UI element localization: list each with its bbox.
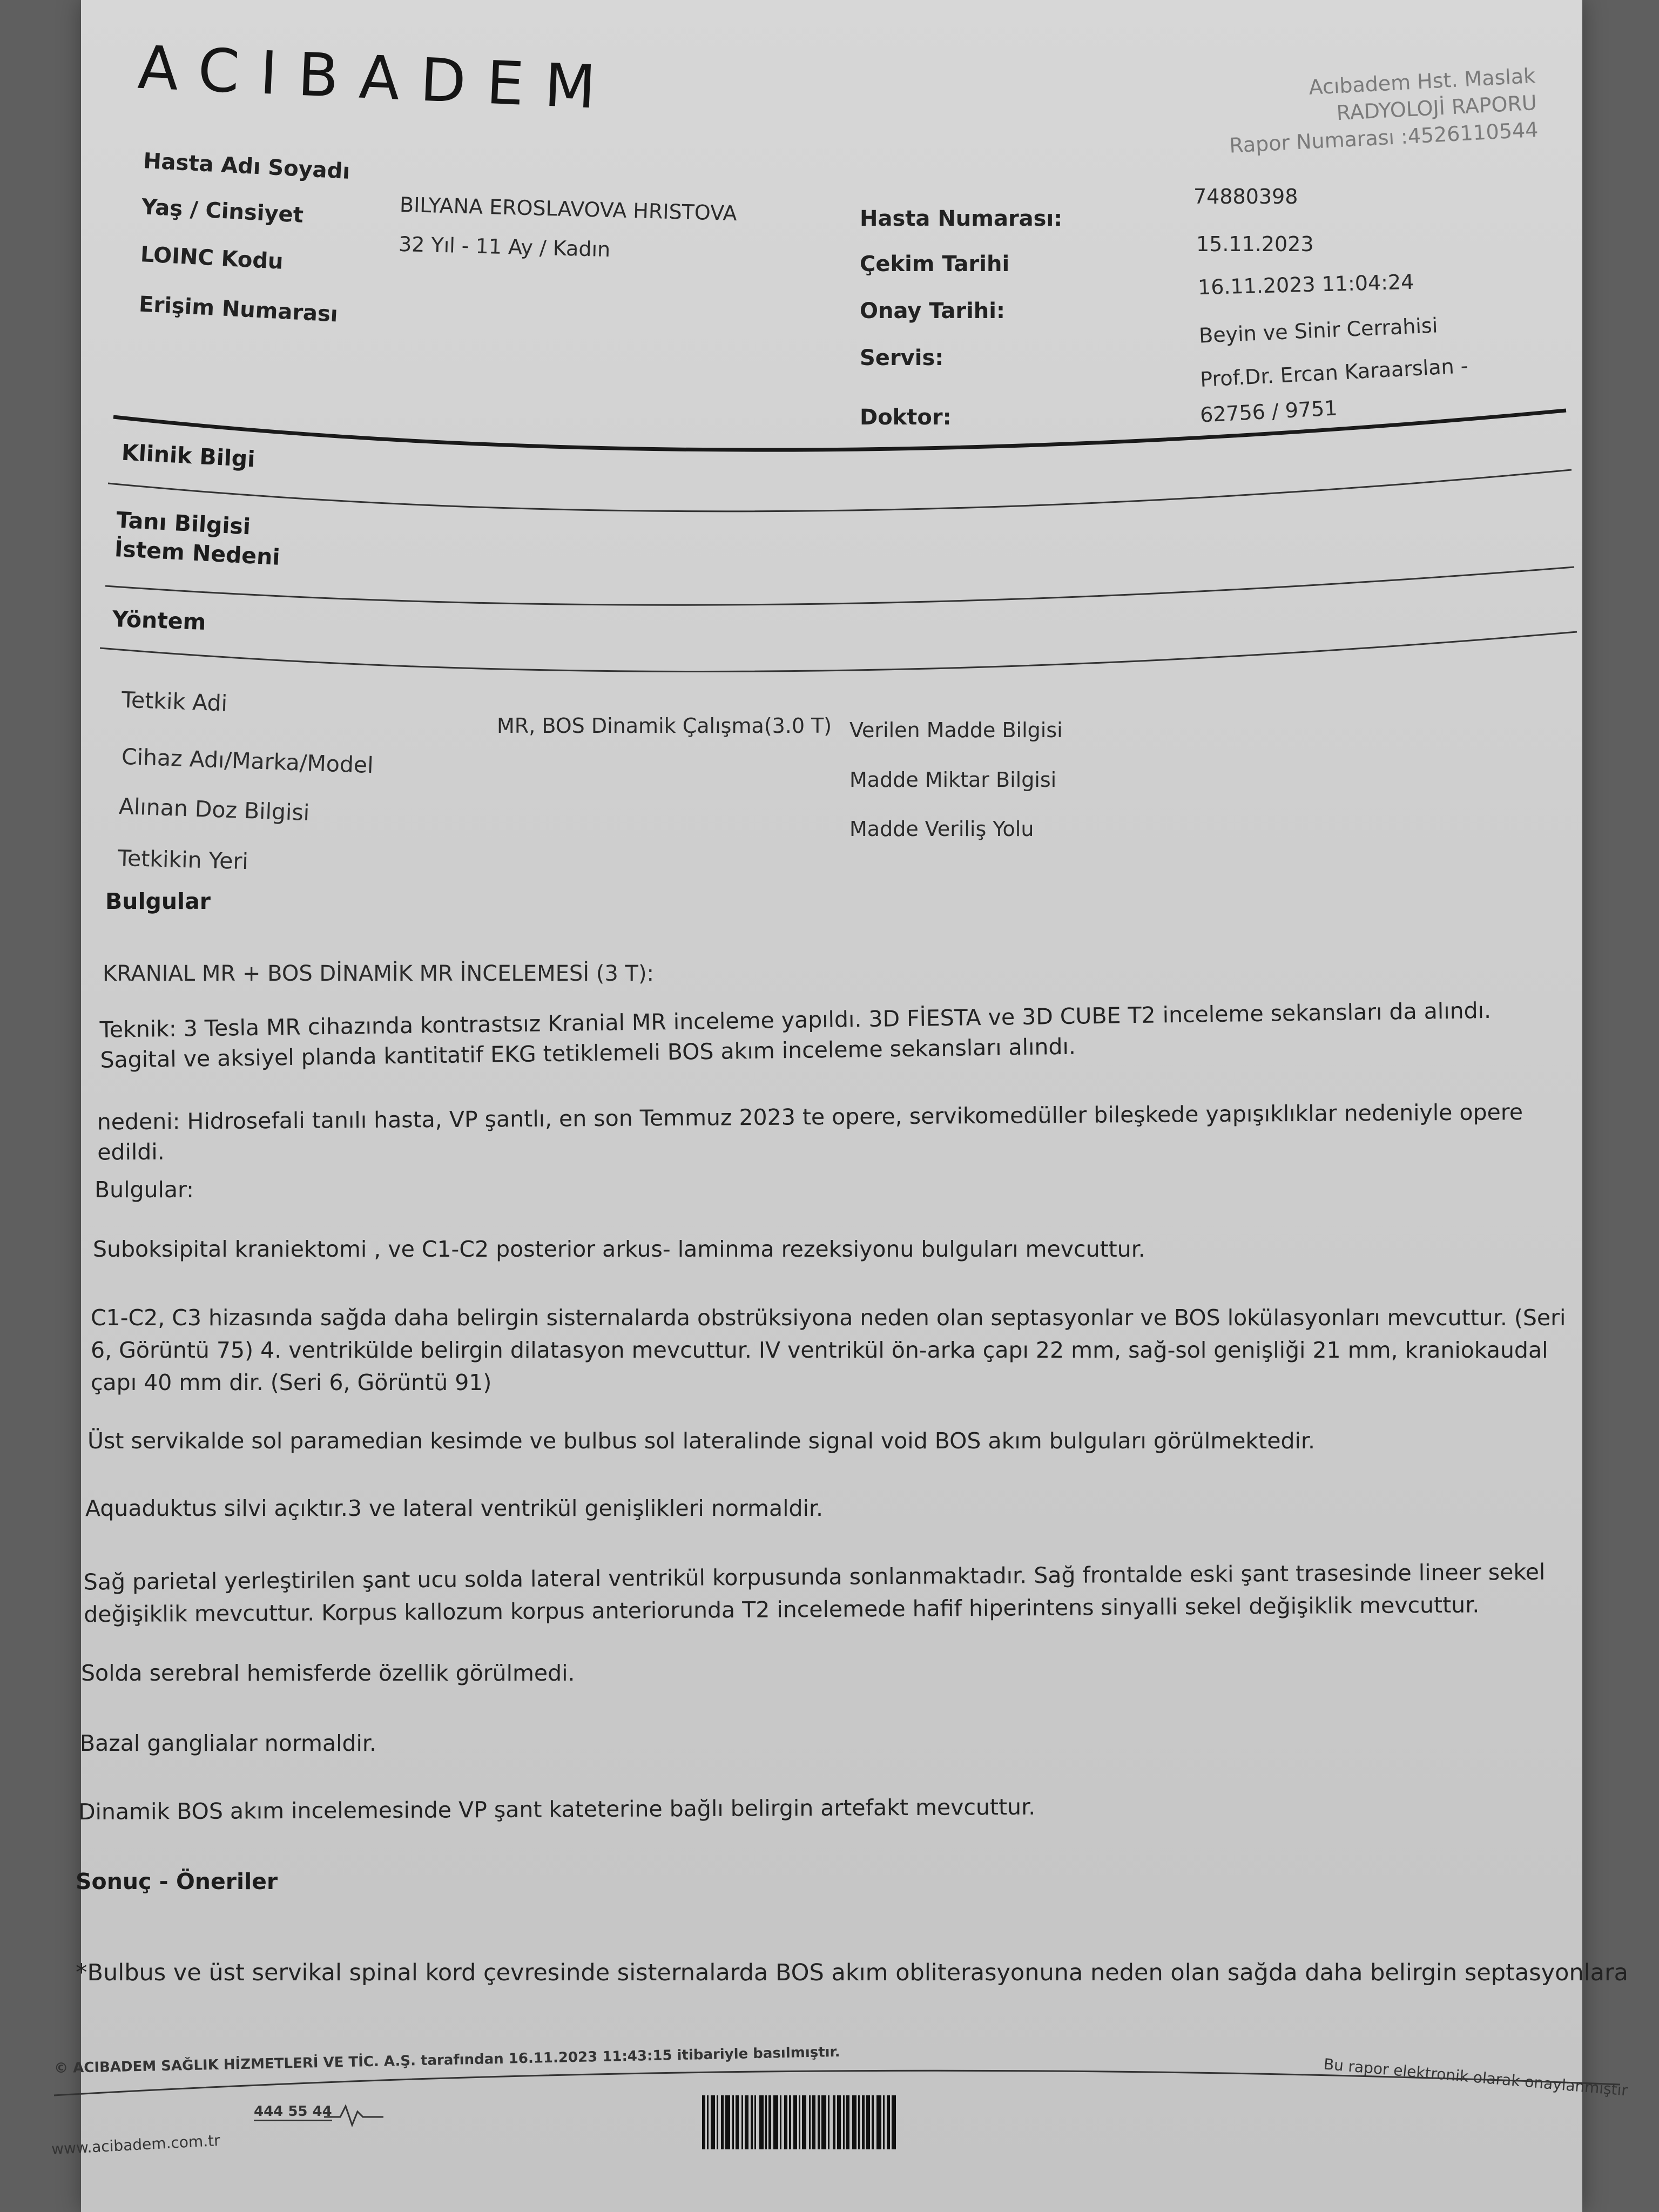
diagnosis-info-heading: Tanı Bilgisi — [115, 507, 252, 540]
patient-number-label: Hasta Numarası: — [860, 206, 1063, 231]
technique-paragraph: Teknik: 3 Tesla MR cihazında kontrastsız Kranial MR inceleme yapıldı. 3D FİESTA ve 3D CUBE T2 inceleme sekansları da alındı. Sagital ve aksiyel planda kantitatif EKG tetiklemeli BOS akım inceleme sekansları alındı. — [99, 997, 1492, 1073]
access-number-label: Erişim Numarası — [138, 292, 339, 327]
age-gender-value: 32 Yıl - 11 Ay / Kadın — [398, 232, 611, 262]
exam-name-value: MR, BOS Dinamik Çalışma(3.0 T) — [497, 714, 832, 738]
report-number: Rapor Numarası :4526110544 — [1229, 117, 1539, 158]
shot-date-label: Çekim Tarihi — [860, 252, 1010, 276]
report-heading: KRANIAL MR + BOS DİNAMİK MR İNCELEMESİ (3 T): — [103, 961, 655, 986]
shot-date-value: 15.11.2023 — [1196, 232, 1314, 256]
patient-number-value: 74880398 — [1193, 185, 1298, 208]
finding-6: Solda serebral hemisferde özellik görülmedi. — [81, 1660, 575, 1686]
patient-name-label: Hasta Adı Soyadı — [143, 149, 351, 184]
finding-5: Sağ parietal yerleştirilen şant ucu solda lateral ventrikül korpusunda sonlanmaktadır. Sağ frontalde eski şant trasesinde lineer sekel değişiklik mevcuttur. Korpus kallozum korpus anteriorunda T2 incelemede hafif hiperintens sinyalli sekel değişiklik mevcuttur. — [83, 1559, 1546, 1628]
reason-paragraph: nedeni: Hidrosefali tanılı hasta, VP şantlı, en son Temmuz 2023 te opere, servikomedüller bileşkede yapışıklıklar nedeniyle opere edildi. — [97, 1099, 1523, 1165]
website-link[interactable]: www.acibadem.com.tr — [51, 2131, 221, 2159]
finding-7: Bazal ganglialar normaldir. — [80, 1730, 376, 1756]
doctor-value: Prof.Dr. Ercan Karaarslan - — [1199, 354, 1469, 392]
exam-name-label: Tetkik Adi — [121, 686, 228, 717]
service-value: Beyin ve Sinir Cerrahisi — [1198, 313, 1439, 348]
conclusion-text: *Bulbus ve üst servikal spinal kord çevresinde sisternalarda BOS akım obliterasyonuna neden olan sağda daha belirgin septasyonlara — [76, 1959, 1629, 1986]
substance-info-label: Verilen Madde Bilgisi — [849, 718, 1063, 742]
acibadem-logo: ACIBADEM — [136, 32, 618, 123]
age-gender-label: Yaş / Cinsiyet — [141, 194, 304, 228]
phone-number: 444 55 44 — [254, 2103, 332, 2121]
substance-route-label: Madde Veriliş Yolu — [849, 817, 1034, 841]
findings-subheading: Bulgular: — [95, 1177, 194, 1203]
clinical-info-heading: Klinik Bilgi — [120, 439, 256, 473]
service-label: Servis: — [860, 346, 944, 370]
report-type: RADYOLOJİ RAPORU — [1336, 90, 1538, 125]
finding-1: Suboksipital kraniektomi , ve C1-C2 posterior arkus- laminma rezeksiyonu bulguları mevcuttur. — [93, 1236, 1145, 1262]
device-label: Cihaz Adı/Marka/Model — [121, 743, 374, 779]
patient-name-value: BILYANA EROSLAVOVA HRISTOVA — [399, 192, 738, 226]
electronic-approval-note: Bu rapor elektronik olarak onaylanmıştır — [1323, 2055, 1629, 2100]
finding-2: C1-C2, C3 hizasında sağda daha belirgin sisternalarda obstrüksiyona neden olan septasyonlar ve BOS lokülasyonları mevcuttur. (Seri 6, Görüntü 75) 4. ventrikülde belirgin dilatasyon mevcuttur. IV ventrikül ön-arka çapı 22 mm, sağ-sol genişliği 21 mm, kraniokaudal çapı 40 mm dir. (Seri 6, Görüntü 91) — [91, 1305, 1566, 1395]
dose-label: Alınan Doz Bilgisi — [118, 793, 310, 826]
findings-heading: Bulgular — [105, 888, 211, 914]
approval-date-label: Onay Tarihi: — [860, 299, 1005, 323]
conclusion-heading: Sonuç - Öneriler — [76, 1869, 278, 1894]
copyright-text: © ACIBADEM SAĞLIK HİZMETLERİ VE TİC. A.Ş. tarafından 16.11.2023 11:43:15 itibariyle basılmıştır. — [53, 2044, 840, 2077]
method-heading: Yöntem — [112, 605, 207, 636]
finding-8: Dinamik BOS akım incelemesinde VP şant kateterine bağlı belirgin artefakt mevcuttur. — [78, 1793, 1036, 1825]
heartbeat-icon — [324, 2101, 383, 2128]
doctor-id-value: 62756 / 9751 — [1199, 396, 1338, 427]
exam-location-label: Tetkikin Yeri — [117, 845, 249, 875]
request-reason-heading: İstem Nedeni — [113, 536, 281, 570]
finding-4: Aquaduktus silvi açıktır.3 ve lateral ventrikül genişlikleri normaldir. — [85, 1495, 824, 1521]
doctor-label: Doktor: — [860, 405, 952, 430]
substance-amount-label: Madde Miktar Bilgisi — [849, 768, 1057, 792]
barcode — [702, 2095, 1053, 2149]
loinc-label: LOINC Kodu — [139, 242, 284, 274]
hospital-name: Acıbadem Hst. Maslak — [1308, 63, 1536, 99]
approval-date-value: 16.11.2023 11:04:24 — [1197, 269, 1414, 300]
finding-3: Üst servikalde sol paramedian kesimde ve bulbus sol lateralinde signal void BOS akım bulguları görülmektedir. — [87, 1428, 1316, 1454]
